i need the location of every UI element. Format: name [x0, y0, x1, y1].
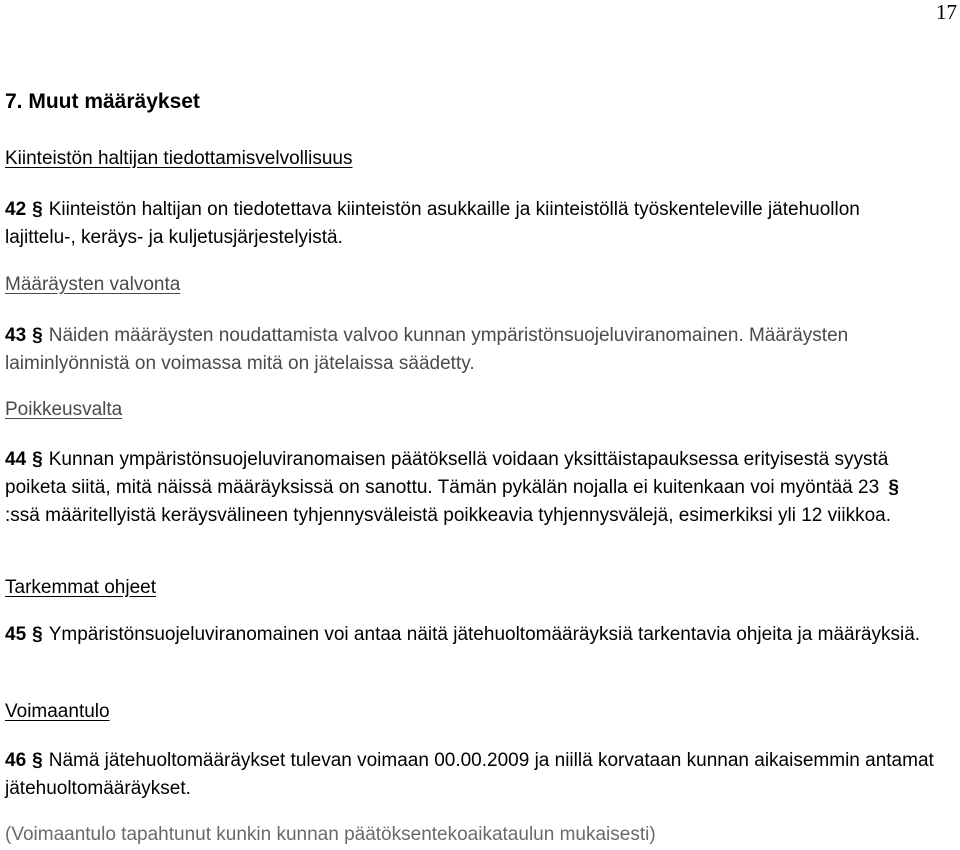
subheading-tiedottamisvelvollisuus: Kiinteistön haltijan tiedottamisvelvollisuus: [5, 148, 353, 169]
section-title: 7. Muut määräykset: [5, 90, 200, 113]
subheading-valvonta: Määräysten valvonta: [5, 274, 181, 295]
paragraph-42: [5, 196, 935, 252]
section-symbol: §: [32, 449, 43, 470]
paragraph-46: [5, 747, 935, 803]
section-symbol: §: [32, 199, 43, 220]
reference-symbol: §: [888, 477, 899, 498]
subheading-poikkeusvalta: Poikkeusvalta: [5, 399, 123, 420]
footer-note: (Voimaantulo tapahtunut kunkin kunnan päätöksentekoaikataulun mukaisesti): [5, 824, 656, 845]
subheading-tarkemmat-ohjeet: Tarkemmat ohjeet: [5, 577, 157, 598]
section-symbol: §: [32, 750, 43, 771]
section-number: 46: [5, 750, 27, 771]
paragraph-text: Ympäristönsuojeluviranomainen voi antaa näitä jätehuoltomääräyksiä tarkentavia ohjeita ja määräyksiä.: [48, 624, 921, 645]
paragraph-text: Kiinteistön haltijan on tiedotettava kiinteistön asukkaille ja kiinteistöllä työskenteleville jätehuollon lajittelu-, keräys- ja kuljetusjärjestelyistä.: [5, 199, 860, 248]
section-symbol: §: [32, 325, 43, 346]
paragraph-45: [5, 621, 935, 649]
paragraph-43: [5, 322, 935, 378]
paragraph-text: Näiden määräysten noudattamista valvoo kunnan ympäristönsuojeluviranomainen. Määräysten laiminlyönnistä on voimassa mitä on jätelaissa säädetty.: [5, 325, 849, 374]
subheading-voimaantulo: Voimaantulo: [5, 701, 110, 722]
section-symbol: §: [32, 624, 43, 645]
section-number: 44: [5, 449, 27, 470]
page-number: 17: [936, 0, 957, 24]
paragraph-44: [5, 446, 935, 530]
section-number: 45: [5, 624, 27, 645]
paragraph-text-continued: :ssä määritellyistä keräysvälineen tyhjennysväleistä poikkeavia tyhjennysvälejä, esimerkiksi yli 12 viikkoa.: [5, 505, 891, 526]
paragraph-text: Kunnan ympäristönsuojeluviranomaisen päätöksellä voidaan yksittäistapauksessa erityisestä syystä poiketa siitä, mitä näissä määräyksissä on sanottu. Tämän pykälän nojalla ei kuitenkaan voi myöntää 23: [5, 449, 889, 498]
section-number: 43: [5, 325, 27, 346]
section-number: 42: [5, 199, 27, 220]
paragraph-text: Nämä jätehuoltomääräykset tulevan voimaan 00.00.2009 ja niillä korvataan kunnan aikaisemmin antamat jätehuoltomääräykset.: [5, 750, 934, 799]
